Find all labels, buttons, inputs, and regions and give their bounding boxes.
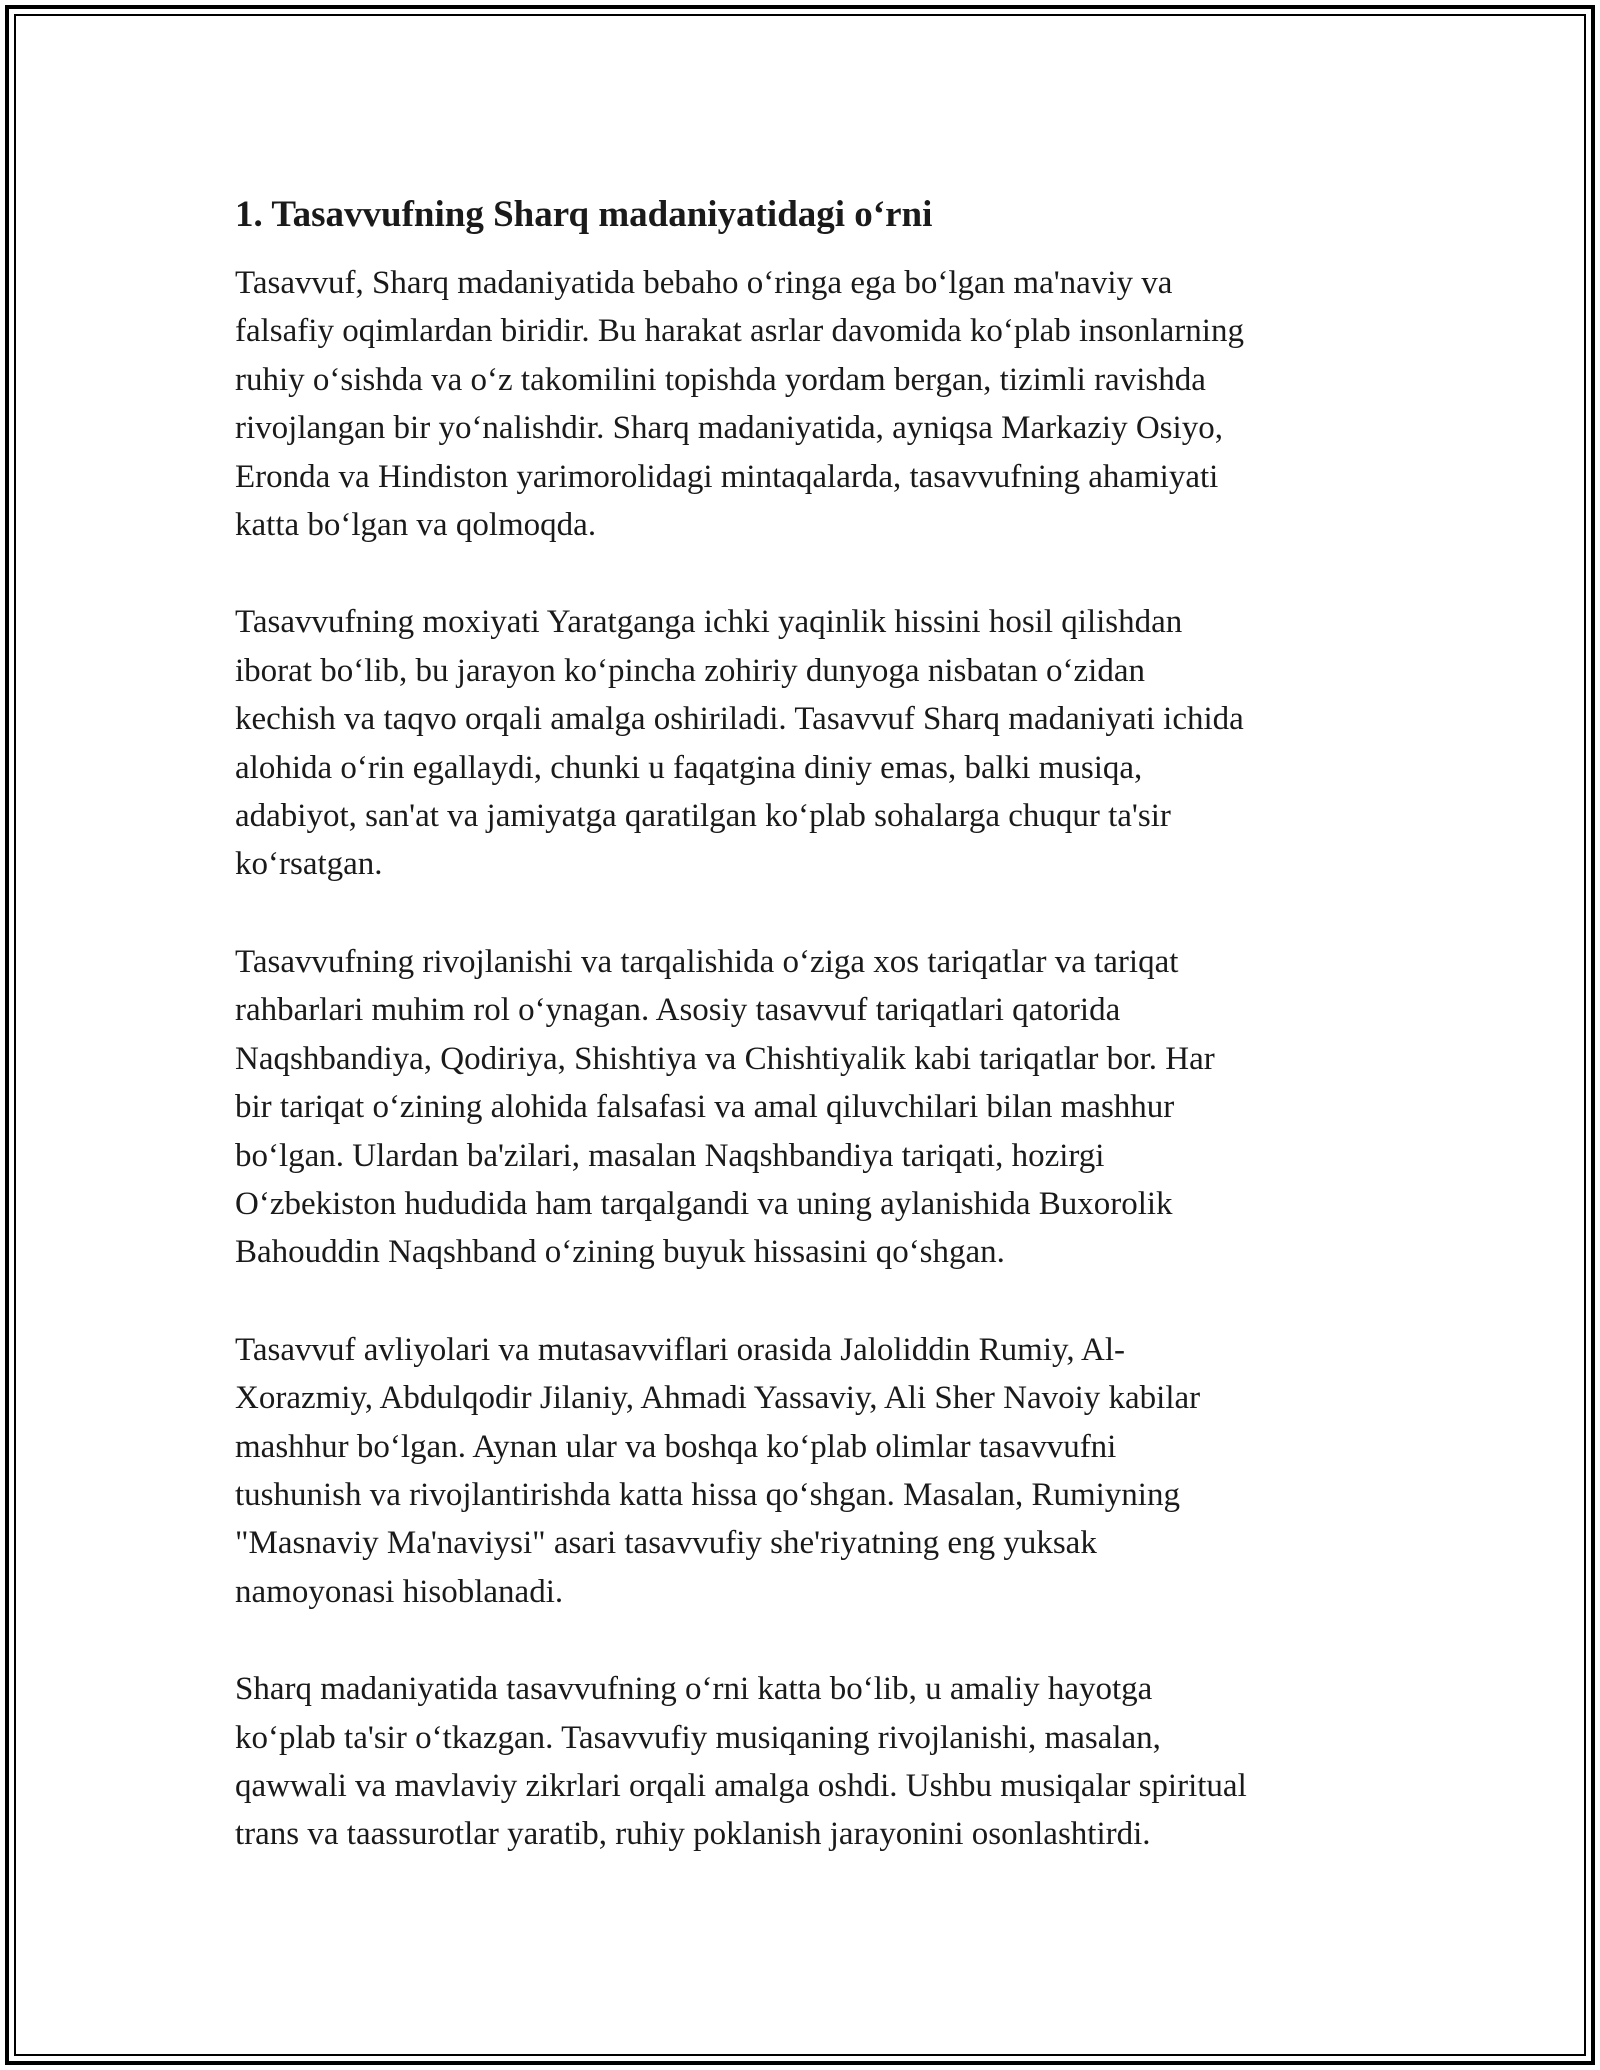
paragraph-line: namoyonasi hisoblanadi. bbox=[235, 1573, 564, 1610]
paragraph-line: mashhur bo‘lgan. Aynan ular va boshqa ko‘plab olimlar tasavvufni bbox=[235, 1428, 1117, 1465]
paragraph-line: tushunish va rivojlantirishda katta hissa qo‘shgan. Masalan, Rumiyning bbox=[235, 1476, 1180, 1513]
paragraph-line: alohida o‘rin egallaydi, chunki u faqatgina diniy emas, balki musiqa, bbox=[235, 749, 1143, 786]
paragraph-line: trans va taassurotlar yaratib, ruhiy poklanish jarayonini osonlashtirdi. bbox=[235, 1816, 1151, 1853]
paragraph-1 bbox=[235, 259, 1385, 549]
paragraph-5 bbox=[235, 1665, 1385, 1859]
paragraph-2 bbox=[235, 598, 1385, 888]
paragraph-line: katta bo‘lgan va qolmoqda. bbox=[235, 507, 597, 544]
paragraph-line: bir tariqat o‘zining alohida falsafasi va amal qiluvchilari bilan mashhur bbox=[235, 1089, 1175, 1126]
paragraph-line: iborat bo‘lib, bu jarayon ko‘pincha zohiriy dunyoga nisbatan o‘zidan bbox=[235, 652, 1145, 689]
paragraph-line: ko‘rsatgan. bbox=[235, 846, 383, 883]
paragraph-line: ruhiy o‘sishda va o‘z takomilini topishda yordam bergan, tizimli ravishda bbox=[235, 361, 1206, 398]
paragraph-line: bo‘lgan. Ulardan ba'zilari, masalan Naqshbandiya tariqati, hozirgi bbox=[235, 1137, 1105, 1174]
paragraph-4 bbox=[235, 1326, 1385, 1616]
paragraph-line: Naqshbandiya, Qodiriya, Shishtiya va Chishtiyalik kabi tariqatlar bor. Har bbox=[235, 1040, 1215, 1077]
section-heading: 1. Tasavvufning Sharq madaniyatidagi o‘rni bbox=[235, 194, 933, 235]
paragraph-line: O‘zbekiston hududida ham tarqalgandi va uning aylanishida Buxorolik bbox=[235, 1185, 1173, 1222]
paragraph-line: adabiyot, san'at va jamiyatga qaratilgan ko‘plab sohalarga chuqur ta'sir bbox=[235, 798, 1171, 835]
paragraph-line: kechish va taqvo orqali amalga oshiriladi. Tasavvuf Sharq madaniyati ichida bbox=[235, 701, 1244, 738]
paragraph-line: Eronda va Hindiston yarimorolidagi mintaqalarda, tasavvufning ahamiyati bbox=[235, 458, 1219, 495]
paragraph-line: falsafiy oqimlardan biridir. Bu harakat asrlar davomida ko‘plab insonlarning bbox=[235, 313, 1244, 350]
paragraph-line: Bahouddin Naqshband o‘zining buyuk hissasini qo‘shgan. bbox=[235, 1234, 1005, 1271]
paragraph-3 bbox=[235, 938, 1385, 1277]
paragraph-line: qawwali va mavlaviy zikrlari orqali amalga oshdi. Ushbu musiqalar spiritual bbox=[235, 1767, 1247, 1804]
paragraph-line: Tasavvuf, Sharq madaniyatida bebaho o‘ringa ega bo‘lgan ma'naviy va bbox=[235, 265, 1173, 301]
paragraph-line: Tasavvufning moxiyati Yaratganga ichki yaqinlik hissini hosil qilishdan bbox=[235, 604, 1183, 641]
paragraph-line: Xorazmiy, Abdulqodir Jilaniy, Ahmadi Yassaviy, Ali Sher Navoiy kabilar bbox=[235, 1380, 1201, 1417]
document-body bbox=[235, 180, 1385, 1908]
paragraph-line: ko‘plab ta'sir o‘tkazgan. Tasavvufiy musiqaning rivojlanishi, masalan, bbox=[235, 1719, 1161, 1756]
paragraph-line: "Masnaviy Ma'naviysi" asari tasavvufiy she'riyatning eng yuksak bbox=[235, 1525, 1097, 1562]
paragraph-line: rivojlangan bir yo‘nalishdir. Sharq madaniyatida, ayniqsa Markaziy Osiyo, bbox=[235, 410, 1223, 447]
paragraph-line: Sharq madaniyatida tasavvufning o‘rni katta bo‘lib, u amaliy hayotga bbox=[235, 1671, 1153, 1708]
paragraph-line: rahbarlari muhim rol o‘ynagan. Asosiy tasavvuf tariqatlari qatorida bbox=[235, 992, 1121, 1029]
paragraph-line: Tasavvufning rivojlanishi va tarqalishida o‘ziga xos tariqatlar va tariqat bbox=[235, 943, 1179, 980]
paragraph-line: Tasavvuf avliyolari va mutasavviflari orasida Jaloliddin Rumiy, Al- bbox=[235, 1331, 1126, 1368]
